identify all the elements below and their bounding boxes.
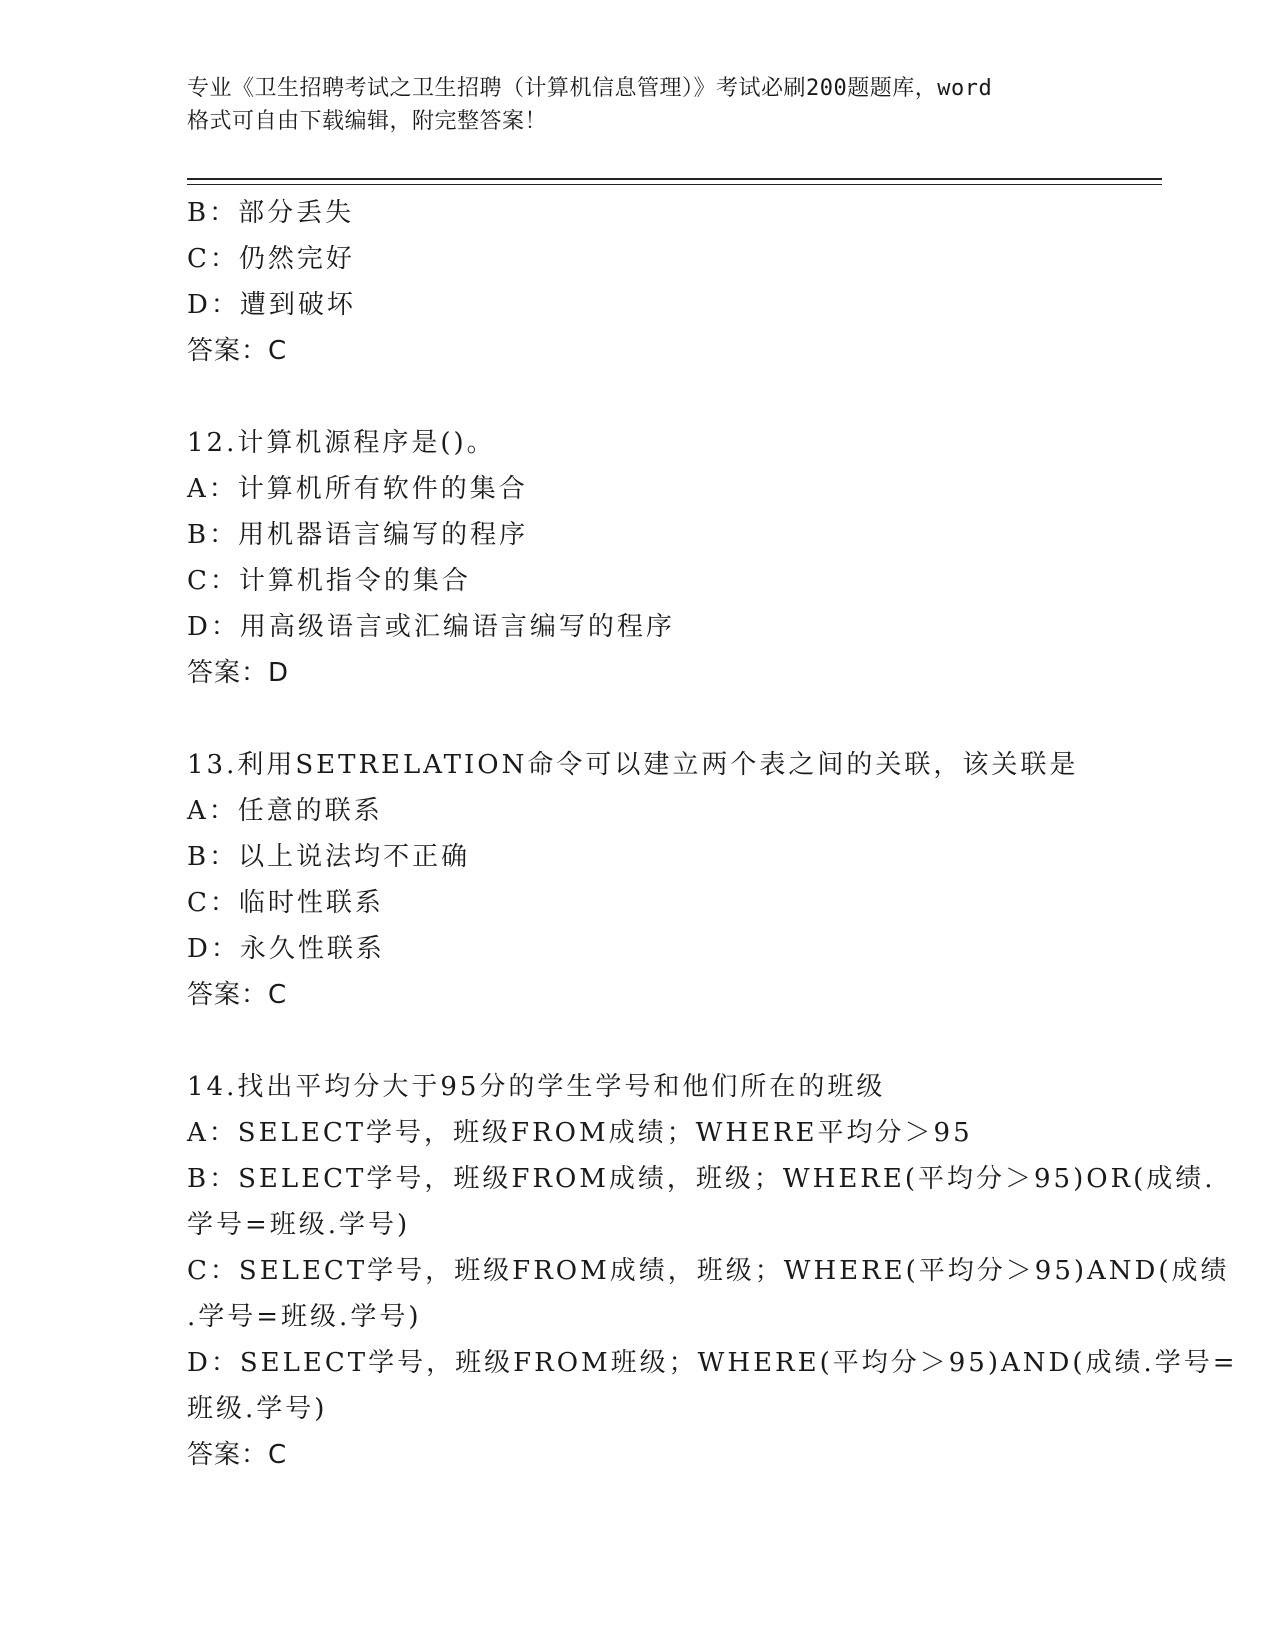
- option-a: A：SELECT学号，班级FROM成绩；WHERE平均分＞95: [187, 1118, 973, 1148]
- option-b: B：以上说法均不正确: [187, 842, 471, 872]
- option-a: A：任意的联系: [187, 796, 383, 826]
- spacer: [187, 374, 1087, 420]
- option-c: C：计算机指令的集合: [187, 566, 471, 596]
- question-stem: 13.利用SETRELATION命令可以建立两个表之间的关联，该关联是: [187, 750, 1079, 780]
- option-b-line-2: 学号=班级.学号): [187, 1210, 411, 1240]
- option-d: D：永久性联系: [187, 934, 385, 964]
- question-12: [187, 420, 1087, 696]
- answer: 答案：C: [187, 336, 288, 366]
- question-11: [187, 190, 1087, 374]
- option-c-line-1: C：SELECT学号，班级FROM成绩，班级；WHERE(平均分＞95)AND(成绩: [187, 1256, 1230, 1286]
- answer: 答案：C: [187, 980, 288, 1010]
- option-d: D：用高级语言或汇编语言编写的程序: [187, 612, 675, 642]
- option-b-line-1: B：SELECT学号，班级FROM成绩，班级；WHERE(平均分＞95)OR(成绩.: [187, 1164, 1216, 1194]
- question-stem: 12.计算机源程序是()。: [187, 428, 496, 458]
- header-line-2: 格式可自由下载编辑，附完整答案！: [187, 109, 548, 134]
- option-b: B：用机器语言编写的程序: [187, 520, 529, 550]
- option-d-line-1: D：SELECT学号，班级FROM班级；WHERE(平均分＞95)AND(成绩.学号=: [187, 1348, 1238, 1378]
- answer: 答案：D: [187, 658, 290, 688]
- spacer: [187, 696, 1087, 742]
- question-14: [187, 1064, 1238, 1478]
- header-divider-thick: [187, 178, 1162, 180]
- option-d-line-2: 班级.学号): [187, 1394, 328, 1424]
- option-d: D：遭到破坏: [187, 290, 356, 320]
- question-stem: 14.找出平均分大于95分的学生学号和他们所在的班级: [187, 1072, 886, 1102]
- option-c: C：临时性联系: [187, 888, 384, 918]
- spacer: [187, 1018, 1087, 1064]
- option-c: C：仍然完好: [187, 244, 355, 274]
- option-c-line-2: .学号=班级.学号): [187, 1302, 422, 1332]
- option-a: A：计算机所有软件的集合: [187, 474, 528, 504]
- answer: 答案：C: [187, 1440, 288, 1470]
- option-b: B：部分丢失: [187, 198, 355, 228]
- question-13: [187, 742, 1087, 1018]
- header-line-1: 专业《卫生招聘考试之卫生招聘（计算机信息管理）》考试必刷200题题库，word: [187, 76, 993, 101]
- question-list: [187, 190, 1238, 1478]
- document-header: [187, 72, 1087, 138]
- header-divider-thin: [187, 184, 1162, 185]
